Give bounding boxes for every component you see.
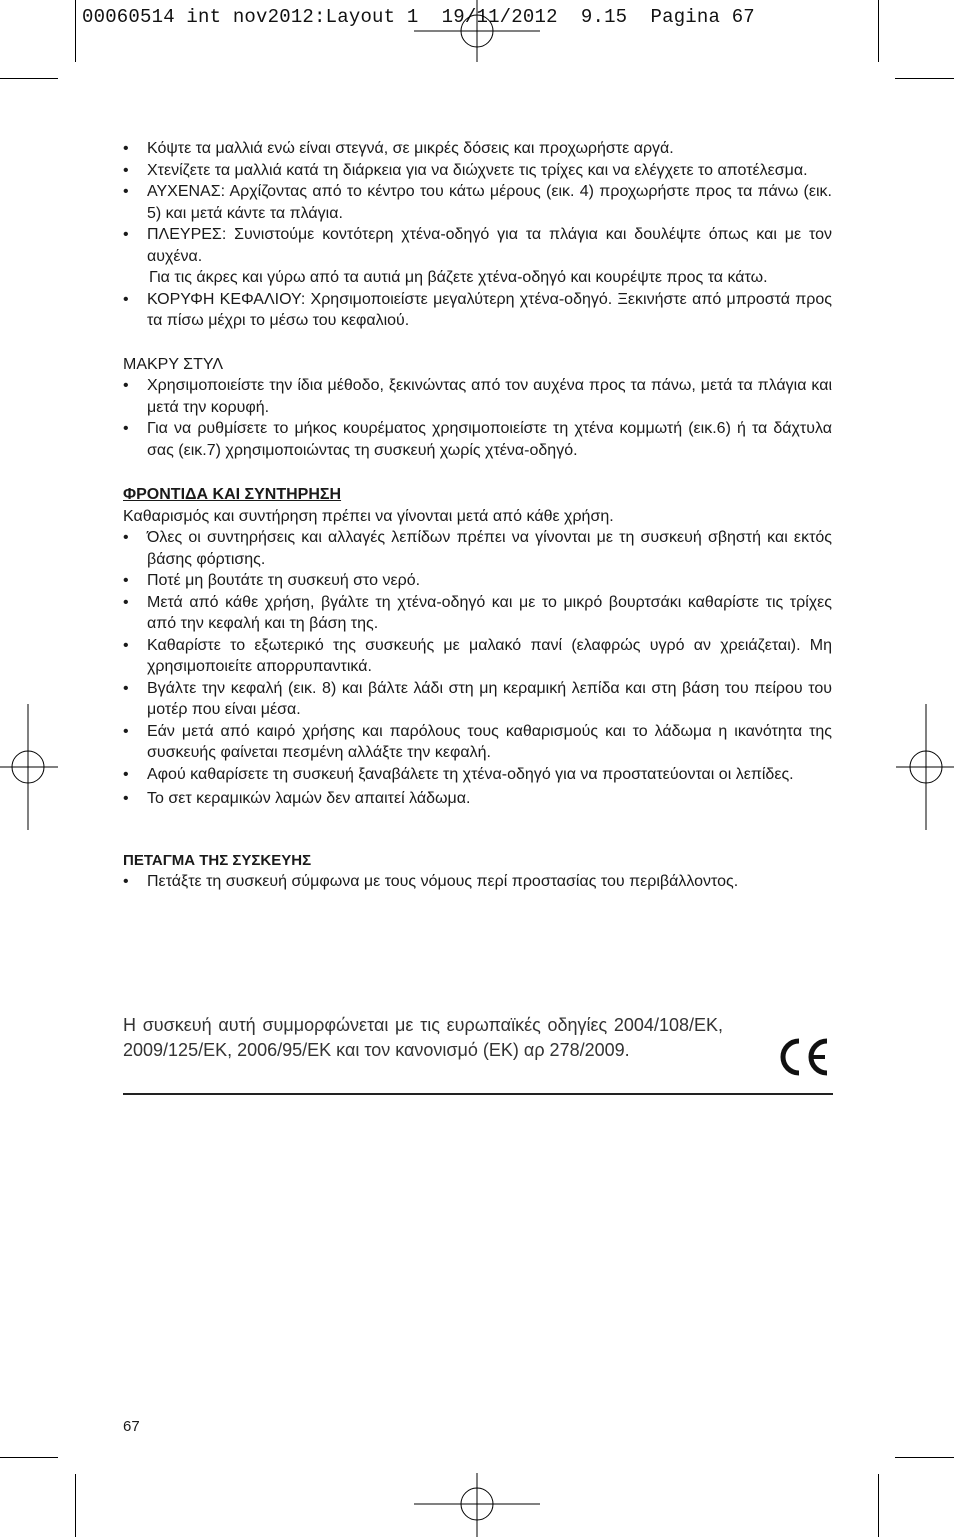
list-item: • Χτενίζετε τα μαλλιά κατά τη διάρκεια για να διώχνετε τις τρίχες και να ελέγχετε το αποτέλεσμα.: [123, 160, 832, 182]
ce-mark-icon: [775, 1037, 833, 1077]
list-item: • Εάν μετά από καιρό χρήσης και παρόλους τους καθαρισμούς και το λάδωμα η ικανότητα της συσκευής φαίνεται πεσμένη αλλάξτε την κεφαλή.: [123, 721, 832, 764]
disposal-heading: ΠΕΤΑΓΜΑ ΤΗΣ ΣΥΣΚΕΥΗΣ: [123, 851, 312, 869]
page-number: 67: [123, 1418, 140, 1435]
list-item: • ΑΥΧΕΝΑΣ: Αρχίζοντας από το κέντρο του κάτω μέρους (εικ. 4) προχωρήστε προς τα πάνω (εικ. 5) και μετά κάντε τα πλάγια.: [123, 181, 832, 224]
crop-mark: [75, 1474, 76, 1537]
registration-mark-top: [414, 0, 542, 64]
list-item-continuation: Για τις άκρες και γύρω από τα αυτιά μη βάζετε χτένα-οδηγό και κουρέψτε προς τα κάτω.: [149, 269, 768, 286]
cutting-tips-list: [123, 138, 832, 267]
list-item: • Κόψτε τα μαλλιά ενώ είναι στεγνά, σε μικρές δόσεις και προχωρήστε αργά.: [123, 138, 832, 160]
list-item: • Το σετ κεραμικών λαμών δεν απαιτεί λάδωμα.: [123, 788, 832, 810]
registration-mark-right: [890, 704, 954, 832]
crop-mark: [895, 78, 954, 79]
list-item: • Μετά από κάθε χρήση, βγάλτε τη χτένα-οδηγό και με το μικρό βουρτσάκι καθαρίστε τις τρίχες από την κεφαλή και τη βάση της.: [123, 592, 832, 635]
crop-mark: [0, 1457, 58, 1458]
crown-list: [123, 289, 832, 332]
crop-mark: [75, 0, 76, 62]
crop-mark: [878, 0, 879, 62]
care-intro: Καθαρισμός και συντήρηση πρέπει να γίνονται μετά από κάθε χρήση.: [123, 507, 614, 525]
list-item: • Καθαρίστε το εξωτερικό της συσκευής με μαλακό πανί (ελαφρώς υγρό αν χρειάζεται). Μη χρησιμοποιείτε απορρυπαντικά.: [123, 635, 832, 678]
crop-mark: [0, 78, 58, 79]
registration-mark-left: [0, 704, 64, 832]
crop-mark: [878, 1474, 879, 1537]
instructions-body: [123, 138, 832, 893]
print-slug: 00060514 int nov2012:Layout 1 19/11/2012 9.15 Pagina 67: [82, 6, 755, 28]
care-heading: ΦΡΟΝΤΙΔΑ ΚΑΙ ΣΥΝΤΗΡΗΣΗ: [123, 486, 342, 503]
disposal-list: [123, 871, 832, 893]
long-style-heading: ΜΑΚΡΥ ΣΤΥΛ: [123, 355, 224, 373]
list-item: • Όλες οι συντηρήσεις και αλλαγές λεπίδων πρέπει να γίνονται με τη συσκευή σβηστή και εκτός βάσης φόρτισης.: [123, 527, 832, 570]
list-item: • ΚΟΡΥΦΗ ΚΕΦΑΛΙΟΥ: Χρησιμοποιείστε μεγαλύτερη χτένα-οδηγό. Ξεκινήστε από μπροστά προς τα πίσω μέχρι το μέσω του κεφαλιού.: [123, 289, 832, 332]
crop-mark: [895, 1457, 954, 1458]
list-item: • Για να ρυθμίσετε το μήκος κουρέματος χρησιμοποιείστε τη χτένα κομμωτή (εικ.6) ή τα δάχτυλα σας (εικ.7) χρησιμοποιώντας τη συσκευή χωρίς χτένα-οδηγό.: [123, 418, 832, 461]
compliance-statement: Η συσκευή αυτή συμμορφώνεται με τις ευρωπαϊκές οδηγίες 2004/108/ΕΚ, 2009/125/ΕΚ, 2006/95/ΕΚ και τον κανονισμό (ΕΚ) αρ 278/2009.: [123, 1015, 723, 1060]
list-item: • Ποτέ μη βουτάτε τη συσκευή στο νερό.: [123, 570, 832, 592]
list-item: • Χρησιμοποιείστε την ίδια μέθοδο, ξεκινώντας από τον αυχένα προς τα πάνω, μετά τα πλάγια και μετά την κορυφή.: [123, 375, 832, 418]
registration-mark-bottom: [414, 1473, 542, 1537]
list-item: • Αφού καθαρίσετε τη συσκευή ξαναβάλετε τη χτένα-οδηγό για να προστατεύονται οι λεπίδες.: [123, 764, 832, 786]
care-list: [123, 527, 832, 810]
list-item: • Βγάλτε την κεφαλή (εικ. 8) και βάλτε λάδι στη μη κεραμική λεπίδα και στη βάση του πείρου του μοτέρ που είναι μέσα.: [123, 678, 832, 721]
list-item: • Πετάξτε τη συσκευή σύμφωνα με τους νόμους περί προστασίας του περιβάλλοντος.: [123, 871, 832, 893]
long-style-list: [123, 375, 832, 461]
list-item: • ΠΛΕΥΡΕΣ: Συνιστούμε κοντότερη χτένα-οδηγό για τα πλάγια και δουλέψτε όπως και με τον αυχένα.: [123, 224, 832, 267]
divider: [123, 1093, 833, 1095]
